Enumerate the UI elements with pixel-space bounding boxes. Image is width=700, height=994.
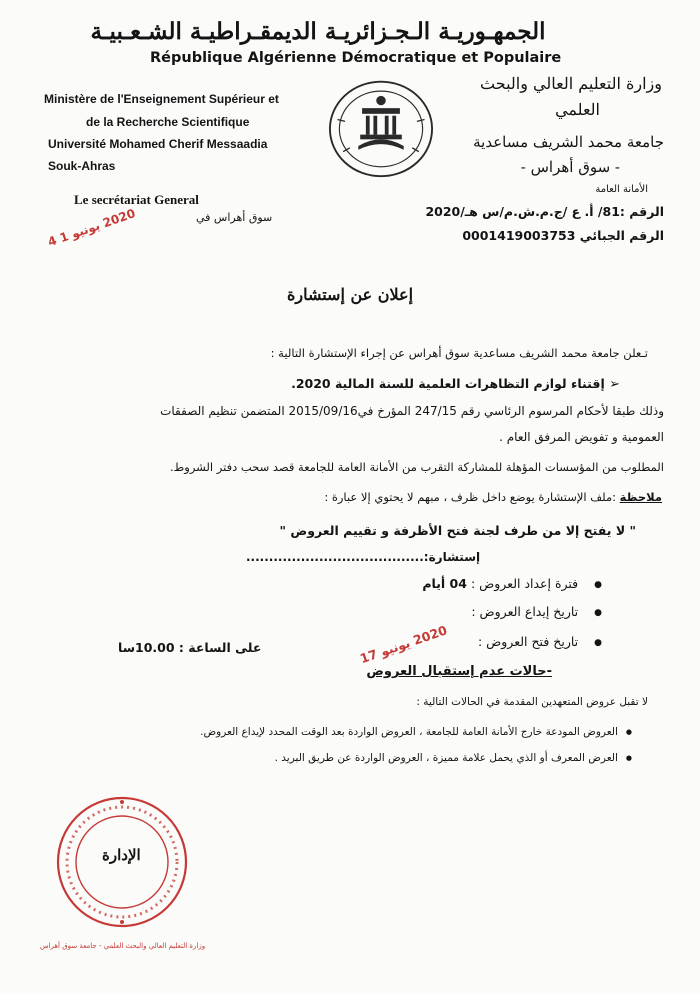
ministry-fr-1: Ministère de l'Enseignement Supérieur et <box>44 92 279 106</box>
note-text: :ملف الإستشارة يوضع داخل ظرف ، مبهم لا يحتوي إلا عبارة : <box>324 490 617 504</box>
detail-deposit <box>471 604 602 619</box>
reference-number: الرقم :81/ أ. ع /ج.م.ش.م/س هـ/2020 <box>425 204 664 219</box>
arrow-marker-icon: ➢ <box>609 377 620 392</box>
date-stamp-2: 2020 يونيو 17 <box>358 622 449 667</box>
place-date-ar: سوق أهراس في <box>196 211 273 224</box>
detail-preparation-label: فترة إعداد العروض : <box>470 576 579 591</box>
logo-building <box>358 96 403 150</box>
opening-time <box>118 640 261 655</box>
city-fr: Souk-Ahras <box>48 159 116 173</box>
rejection-intro: لا تقبل عروض المتعهدين المقدمة في الحالات التالية : <box>416 696 648 708</box>
request-text: المطلوب من المؤسسات المؤهلة للمشاركة التقرب من الأمانة العامة للجامعة قصد سحب دفتر الشروط. <box>169 460 664 474</box>
rejection-heading: -حالات عدم إستقبال العروض <box>366 664 552 679</box>
secretariat-ar: الأمانة العامة <box>595 184 648 195</box>
university-fr: Université Mohamed Cherif Messaadia <box>48 137 268 151</box>
fiscal-label: الرقم الجبائي <box>579 228 664 243</box>
city-ar: - سوق أهراس - <box>520 158 620 176</box>
law-line-1: وذلك طبقا لأحكام المرسوم الرئاسي رقم 247/15 المؤرخ في2015/09/16 المتضمن تنظيم الصفقات <box>160 404 664 418</box>
note-label: ملاحظة <box>619 490 662 504</box>
detail-preparation-value: 04 أيام <box>422 576 467 591</box>
rejection-case-1: ● العروض المودعة خارج الأمانة العامة للجامعة ، العروض الواردة بعد الوقت المحدد لإيداع العروض. <box>200 726 632 738</box>
consultation-item <box>291 376 620 392</box>
detail-opening-label: تاريخ فتح العروض : <box>477 634 579 649</box>
date-stamp-1: 2020 يونيو 1 4 <box>46 206 138 250</box>
note-line <box>324 490 662 504</box>
ministry-ar-1: وزارة التعليم العالي والبحث <box>480 74 662 93</box>
intro-text: تـعلن جامعة محمد الشريف مساعدية سوق أهراس عن إجراء الإستشارة التالية : <box>270 346 648 360</box>
ministry-ar-2: العلمي <box>555 100 600 119</box>
university-ar: جامعة محمد الشريف مساعدية <box>473 133 664 151</box>
consultation-item-text: إقتناء لوازم التظاهرات العلمية للسنة المالية 2020. <box>291 376 605 391</box>
detail-opening <box>478 634 602 649</box>
detail-preparation <box>422 576 602 591</box>
rejection-case-2: ● العرض المعرف أو الذي يحمل علامة مميزة ، العروض الواردة عن طريق البريد . <box>275 752 632 764</box>
republic-fr: République Algérienne Démocratique et Populaire <box>150 50 562 66</box>
fiscal-value: 0001419003753 <box>462 228 576 243</box>
ministry-fr-2: de la Recherche Scientifique <box>86 115 250 129</box>
secretariat-fr: Le secrétariat General <box>74 192 199 207</box>
law-line-2: العمومية و تفويض المرفق العام . <box>499 430 664 444</box>
page-title: إعلان عن إستشارة <box>286 285 414 304</box>
detail-deposit-label: تاريخ إيداع العروض : <box>471 604 579 619</box>
seal-text: وزارة التعليم العالي والبحث العلمي - جامعة سوق أهراس <box>40 942 206 950</box>
consultation-dotted-line: إستشارة:....................................... <box>246 550 481 564</box>
republic-ar: الجمهـوريـة الـجـزائريـة الديمقـراطيـة الشـعـبيـة <box>90 18 546 45</box>
administration-label: الإدارة <box>102 846 141 864</box>
envelope-quote: " لا يفتح إلا من طرف لجنة فتح الأظرفة و تقييم العروض " <box>279 523 636 538</box>
opening-time-value: 10.00سا <box>118 640 175 655</box>
university-logo-icon <box>322 76 440 180</box>
fiscal-number <box>462 228 664 243</box>
opening-time-label: على الساعة : <box>178 640 262 655</box>
